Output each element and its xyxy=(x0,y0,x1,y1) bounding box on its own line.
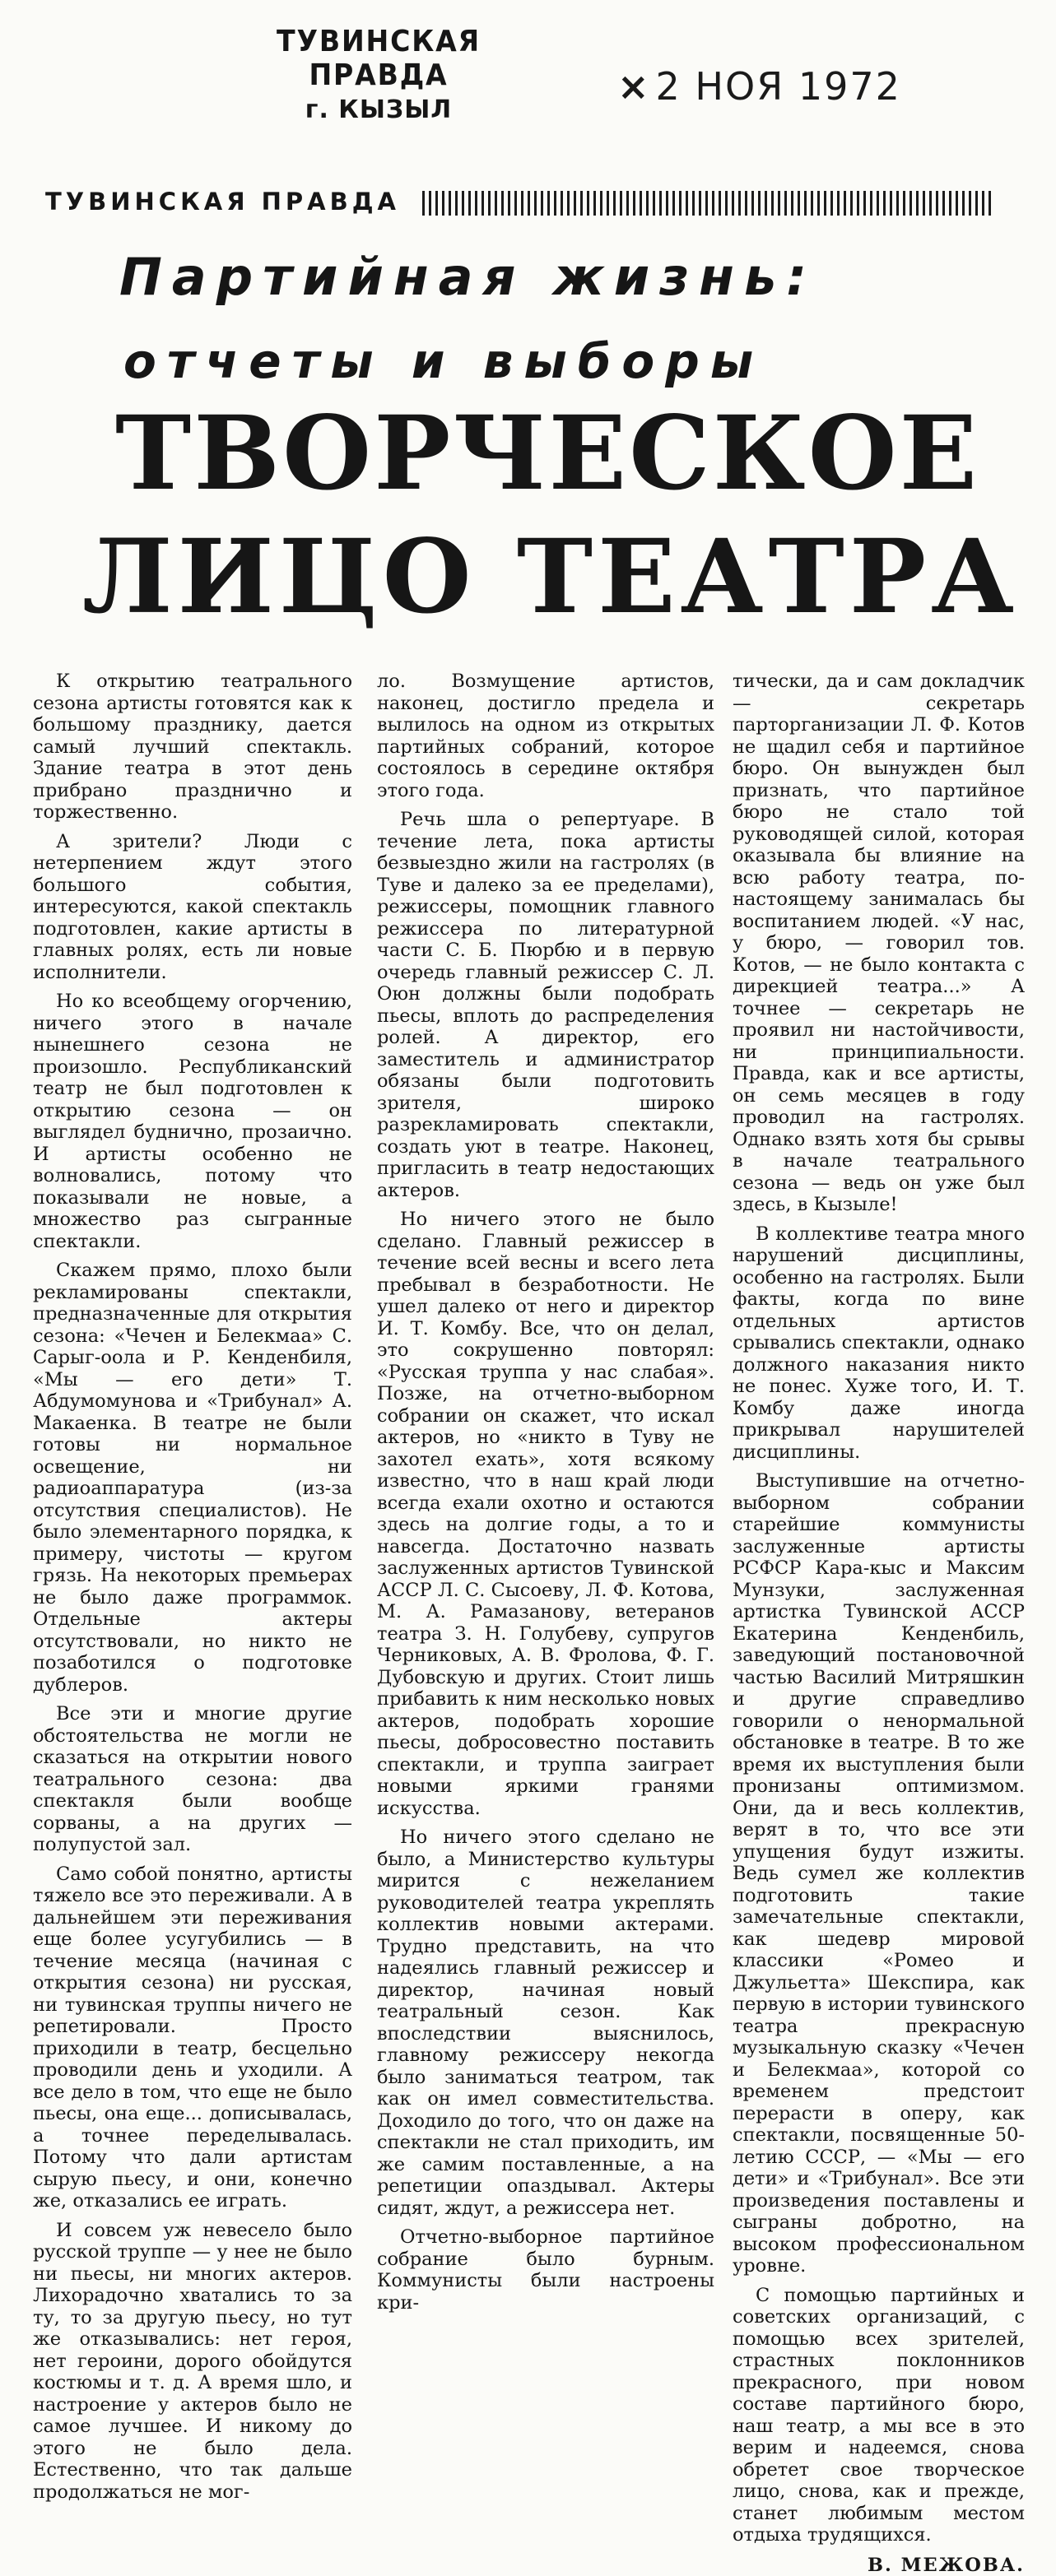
paragraph: Речь шла о репертуаре. В течение лета, пока артисты безвыездно жили на гастролях (в Туве и далеко за ее пределами), режиссеры, помощник главного режиссера по литературной части С. Б. Пюрбю и в первую очередь главный режиссер С. Л. Оюн должны были подобрать пьесы, вплоть до распределения ролей. А директор, его заместитель и администратор обязаны были подготовить зрителя, широко разрекламировать спектакли, создать уют в театре. Наконец, пригласить в театр недостающих актеров. xyxy=(377,809,714,1201)
date-text: 2 НОЯ 1972 xyxy=(656,64,901,109)
library-stamp xyxy=(189,25,568,124)
paragraph: И совсем уж невесело было русской труппе — у нее не было ни пьесы, ни многих актеров. Лихорадочно хватались то за ту, то за другую пьесу, но тут же отказывались: нет героя, нет героини, дорого обойдутся костюмы и т. д. А время шло, и настроение у актеров было не самое лучшее. И никому до этого не было дела. Естественно, что так дальше продолжаться не мог- xyxy=(33,2220,352,2504)
paragraph: А зрители? Люди с нетерпением ждут этого большого события, интересуются, какой спектакль подготовлен, какие артисты в главных ролях, есть ли новые исполнители. xyxy=(33,831,352,984)
headline-line-1: ТВОРЧЕСКОЕ xyxy=(115,403,979,505)
rubric-line-2: отчеты и выборы xyxy=(123,333,764,389)
paragraph: Но ко всеобщему огорчению, ничего этого в начале нынешнего сезона не произошло. Республиканский театр не был подготовлен к открытию сезона — он выглядел буднично, прозаично. И артисты особенно не волновались, потому что показывали не новые, а множество раз сыгранные спектакли. xyxy=(33,991,352,1252)
paragraph: С помощью партийных и советских организаций, с помощью всех зрителей, страстных поклонников прекрасного, при новом составе партийного бюро, наш театр, а мы все в это верим и надеемся, снова обретет свое творческое лицо, снова, как и прежде, станет любимым местом отдыха трудящихся. xyxy=(733,2285,1025,2546)
stamp-city: г. КЫЗЫЛ xyxy=(189,95,568,124)
masthead-rule xyxy=(422,191,992,216)
author-signature: В. МЕЖОВА. xyxy=(733,2555,1025,2576)
paragraph: Отчетно-выборное партийное собрание было бурным. Коммунисты были настроены кри- xyxy=(377,2226,714,2314)
paragraph: Все эти и многие другие обстоятельства не могли не сказаться на открытии нового театрального сезона: два спектакля были вообще сорваны, а на других — полупустой зал. xyxy=(33,1703,352,1856)
paragraph: тически, да и сам докладчик — секретарь парторганизации Л. Ф. Котов не щадил себя и партийное бюро. Он вынужден был признать, что партийное бюро не стало той руководящей силой, которая оказывала бы влияние на всю работу театра, по-настоящему занималась бы воспитанием людей. «У нас, у бюро, — говорил тов. Котов, — не было контакта с дирекцией театра...» А точнее — секретарь не проявил ни настойчивости, ни принципиальности. Правда, как и все артисты, он семь месяцев в году проводил на гастролях. Однако взять хотя бы срывы в начале театрального сезона — ведь он уже был здесь, в Кызыле! xyxy=(733,671,1025,1216)
paragraph: Но ничего этого сделано не было, а Министерство культуры мирится с нежеланием руководителей театра укреплять коллектив новыми актерами. Трудно представить, на что надеялись главный режиссер и директор, начиная новый театральный сезон. Как впоследствии выяснилось, главному режиссеру некогда было заниматься театром, так как он имел совместительства. Доходило до того, что он даже на спектакли не стал приходить, им же самим поставленные, а на репетиции опаздывал. Актеры сидят, ждут, а режиссера нет. xyxy=(377,1826,714,2219)
article-column-3 xyxy=(733,671,1025,2576)
date-mark: × xyxy=(617,64,651,109)
rubric-line-1: Партийная жизнь: xyxy=(119,247,816,307)
paragraph: Но ничего этого не было сделано. Главный режиссер в течение всей весны и всего лета пребывал в безработности. Не ушел далеко от него и директор И. Т. Комбу. Все, что он делал, это сокрушенно повторял: «Русская труппа у нас слабая». Позже, на отчетно-выборном собрании он скажет, что искал актеров, но «никто в Туву не захотел ехать», хотя всякому известно, что в наш край люди всегда ехали охотно и остаются здесь на долгие годы, а то и навсегда. Достаточно назвать заслуженных артистов Тувинской АССР Л. С. Сысоеву, Л. Ф. Котова, М. А. Рамазанову, ветеранов театра З. Н. Голубеву, супругов Черниковых, А. В. Фролова, Ф. Г. Дубовскую и других. Стоит лишь прибавить к ним несколько новых актеров, подобрать хорошие пьесы, добросовестно поставить спектакли, и труппа заиграет новыми яркими гранями искусства. xyxy=(377,1209,714,1819)
stamp-paper-name: ТУВИНСКАЯ ПРАВДА xyxy=(204,25,552,92)
masthead xyxy=(45,188,992,220)
paragraph: Скажем прямо, плохо были рекламированы спектакли, предназначенные для открытия сезона: «Чечен и Белекмаа» С. Сарыг-оола и Р. Кенденбиля, «Мы — его дети» Т. Абдумомунова и «Трибунал» А. Макаенка. В театре не были готовы ни нормальное освещение, ни радиоаппаратура (из-за отсутствия специалистов). Не было элементарного порядка, к примеру, чистоты — кругом грязь. На некоторых премьерах не было даже программок. Отдельные актеры отсутствовали, но никто не позаботился о подготовке дублеров. xyxy=(33,1260,352,1696)
date-stamp xyxy=(617,64,901,109)
paragraph: Выступившие на отчетно-выборном собрании старейшие коммунисты заслуженные артисты РСФСР Кара-кыс и Максим Мунзуки, заслуженная артистка Тувинской АССР Екатерина Кенденбиль, заведующий постановочной частью Василий Митряшкин и другие справедливо говорили о ненормальной обстановке в театре. В то же время их выступления были пронизаны оптимизмом. Они, да и весь коллектив, верят в то, что все эти упущения будут изжиты. Ведь сумел же коллектив подготовить такие замечательные спектакли, как шедевр мировой классики «Ромео и Джульетта» Шекспира, как первую в истории тувинского театра прекрасную музыкальную сказку «Чечен и Белекмаа», которой со временем предстоит перерасти в оперу, как спектакли, посвященные 50-летию СССР, — «Мы — его дети» и «Трибунал». Все эти произведения поставлены и сыграны добротно, на высоком профессиональном уровне. xyxy=(733,1470,1025,2277)
article-column-1 xyxy=(33,671,352,2510)
headline-line-2: ЛИЦО ТЕАТРА xyxy=(82,527,1019,629)
masthead-title: ТУВИНСКАЯ ПРАВДА xyxy=(45,188,400,216)
paragraph: В коллективе театра много нарушений дисциплины, особенно на гастролях. Были факты, когда по вине отдельных артистов срывались спектакли, однако должного наказания никто не понес. Хуже того, И. Т. Комбу даже иногда прикрывал нарушителей дисциплины. xyxy=(733,1223,1025,1464)
article-column-2 xyxy=(377,671,714,2321)
paragraph: ло. Возмущение артистов, наконец, достигло предела и вылилось на одном из открытых партийных собраний, которое состоялось в середине октября этого года. xyxy=(377,671,714,801)
paragraph: Само собой понятно, артисты тяжело все это переживали. А в дальнейшем эти переживания еще более усугубились — в течение месяца (начиная с открытия сезона) ни русская, ни тувинская труппы ничего не репетировали. Просто приходили в театр, бесцельно проводили день и уходили. А все дело в том, что еще не было пьесы, она еще... дописывалась, а точнее переделывалась. Потому что дали артистам сырую пьесу, и они, конечно же, отказались ее играть. xyxy=(33,1864,352,2212)
paragraph: К открытию театрального сезона артисты готовятся как к большому празднику, дается самый лучший спектакль. Здание театра в этот день прибрано празднично и торжественно. xyxy=(33,671,352,824)
